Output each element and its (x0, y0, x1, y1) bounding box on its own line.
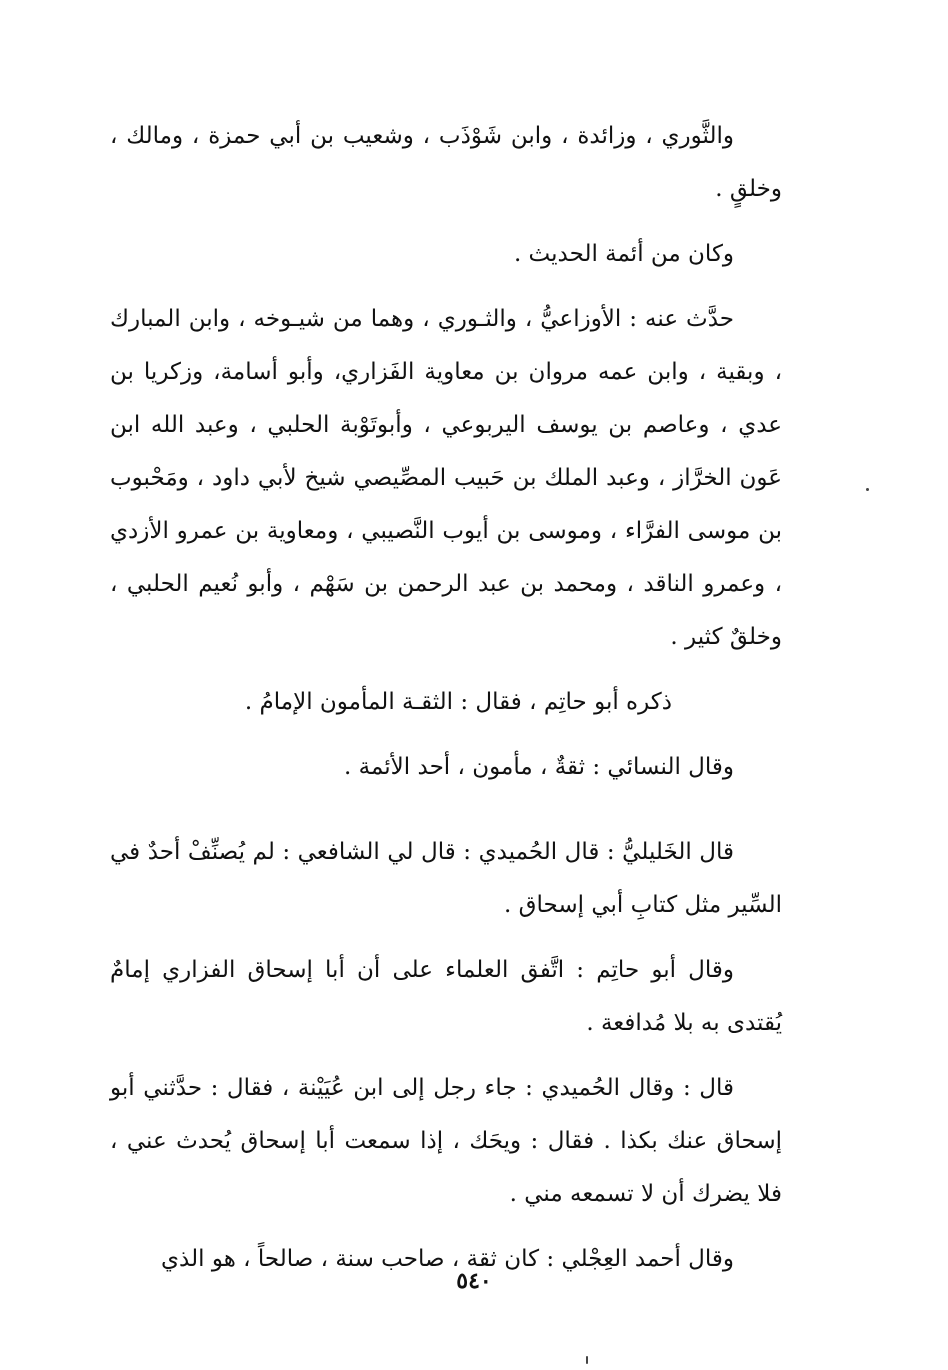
paragraph-teachers-continued: والثَّوري ، وزائدة ، وابن شَوْذَب ، وشعيب بن أبي حمزة ، ومالك ، وخلقٍ . (110, 123, 782, 202)
paragraph-imam-of-hadith: وكان من أئمة الحديث . (513, 241, 734, 267)
paragraph-ijli: وقال أحمد العِجْلي : كان ثقة ، صاحب سنة ، صالحاً ، هو الذي (161, 1246, 734, 1272)
page-number: ٥٤٠ (456, 1268, 492, 1294)
scan-speck (866, 488, 869, 491)
scan-mark (586, 1356, 588, 1364)
paragraph-humaidi-story: قال : وقال الحُميدي : جاء رجل إلى ابن عُيَيْنة ، فقال : حدَّثني أبو إسحاق عنك بكذا . فقال : ويحَك ، إذا سمعت أبا إسحاق يُحدث عني ، فلا يضرك أن لا تسمعه مني . (110, 1075, 782, 1207)
paragraph-abu-hatim: ذكره أبو حاتِم ، فقال : الثقـة المأمون الإمامُ . (244, 689, 672, 715)
paragraph-khalili: قال الخَليليُّ : قال الحُميدي : قال لي الشافعي : لم يُصنِّفْ أحدٌ في السِّير مثل كتابِ أبي إسحاق . (110, 839, 782, 918)
paragraph-students: حدَّث عنه : الأوزاعيُّ ، والثـوري ، وهما من شيـوخه ، وابن المبارك ، وبقية ، وابن عمه مروان بن معاوية الفَزاري، وأبو أسامة، وزكريا بن عدي ، وعاصم بن يوسف اليربوعي ، وأبوتَوْبة الحلبي ، وعبد الله ابن عَون الخرَّاز ، وعبد الملك بن حَبيب المصِّيصي شيخ لأبي داود ، ومَحْبوب بن موسى الفرَّاء ، وموسى بن أيوب النَّصيبي ، ومعاوية بن عمرو الأزدي ، وعمرو الناقد ، ومحمد بن عبد الرحمن بن سَهْم ، وأبو نُعيم الحلبي ، وخلقٌ كثير . (110, 306, 782, 650)
main-text (110, 110, 782, 1298)
paragraph-abu-hatim-consensus: وقال أبو حاتِم : اتَّفق العلماء على أن أبا إسحاق الفزاري إمامٌ يُقتدى به بلا مُدافعة . (110, 957, 782, 1036)
paragraph-nasai: وقال النسائي : ثقةٌ ، مأمون ، أحد الأئمة . (344, 754, 734, 780)
